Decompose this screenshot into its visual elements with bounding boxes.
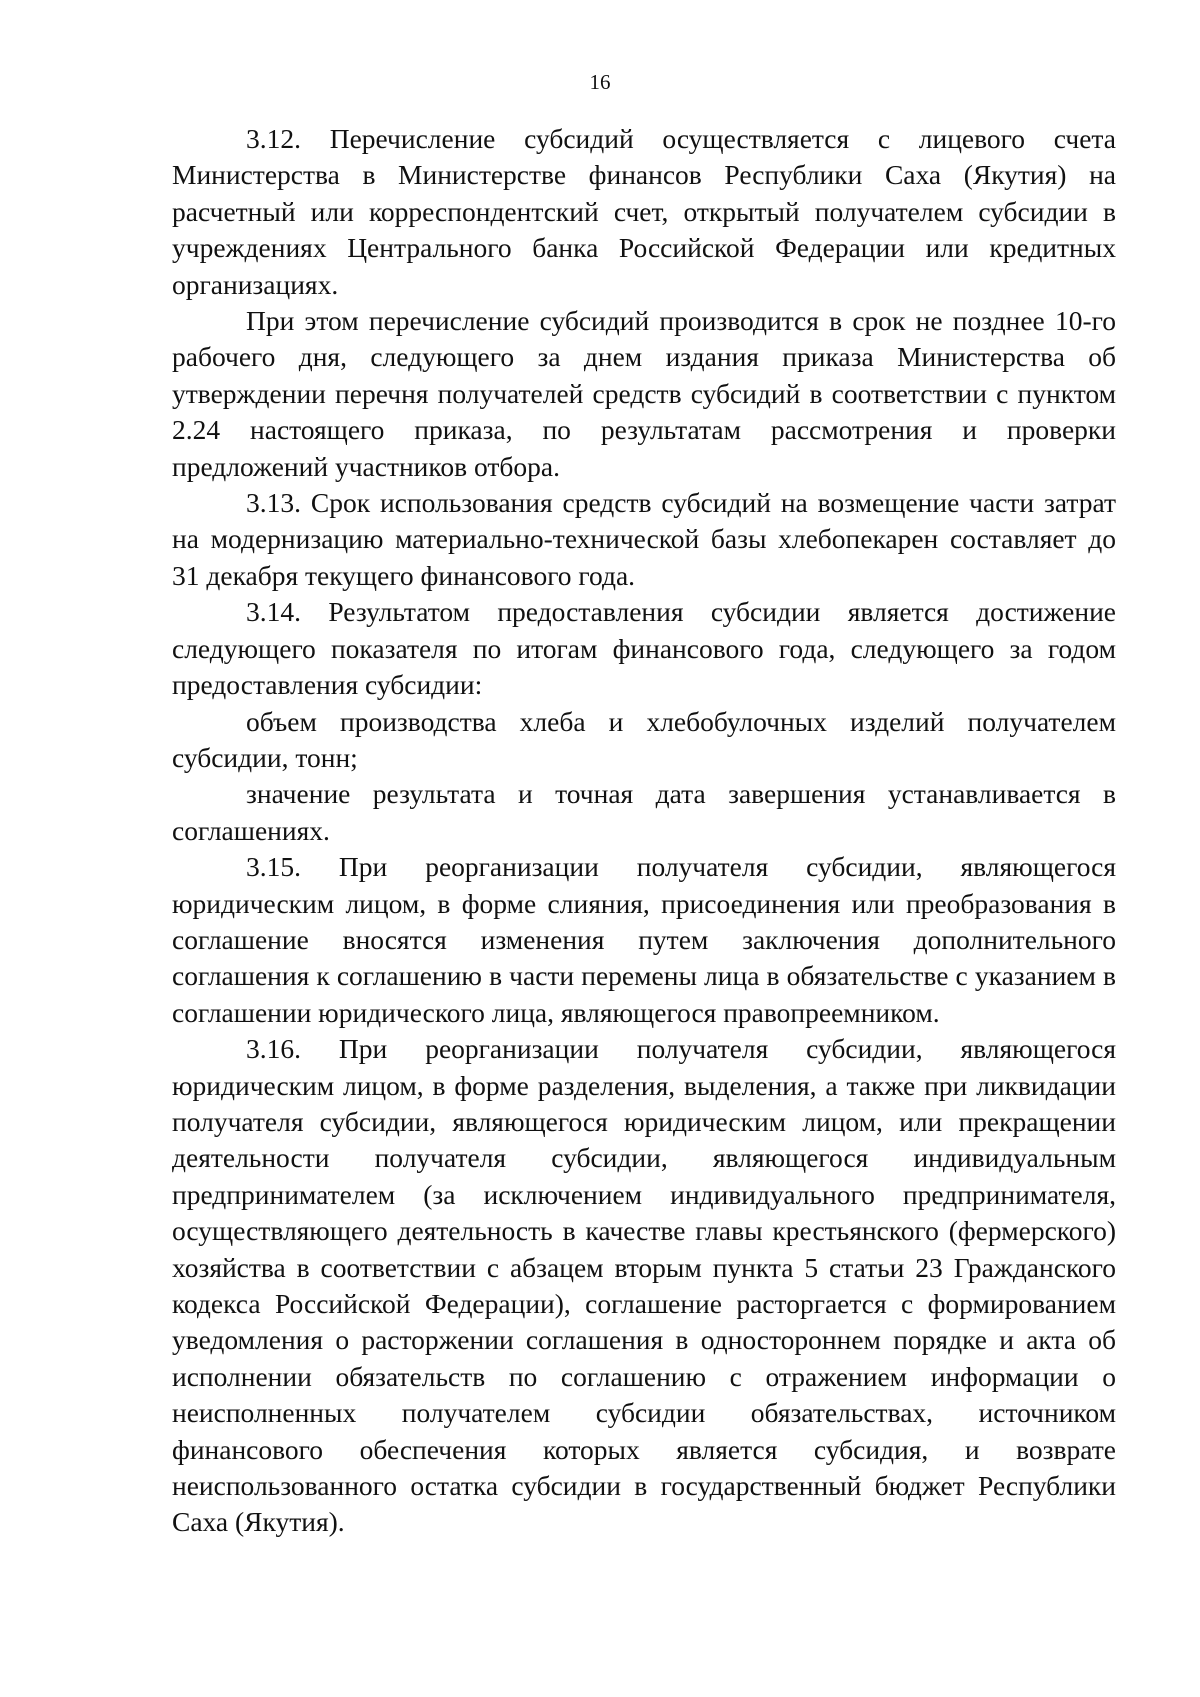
paragraph-transfer-deadline: При этом перечисление субсидий производится в срок не позднее 10-го рабочего дня, следующего за днем издания приказа Министерства об утверждении перечня получателей средств субсидий в соответствии с пунктом 2.24 настоящего приказа, по результатам рассмотрения и проверки предложений участников отбора. [172,305,1116,482]
document-body [172,121,1116,1541]
paragraph-indicator: объем производства хлеба и хлебобулочных изделий получателем субсидии, тонн; [172,705,1116,773]
paragraph-3-12: 3.12. Перечисление субсидий осуществляется с лицевого счета Министерства в Министерстве финансов Республики Саха (Якутия) на расчетный или корреспондентский счет, открытый получателем субсидии в учреждениях Центрального банка Российской Федерации или кредитных организациях. [172,123,1116,300]
paragraph-3-14: 3.14. Результатом предоставления субсидии является достижение следующего показателя по итогам финансового года, следующего за годом предоставления субсидии: [172,596,1116,701]
paragraph-3-15: 3.15. При реорганизации получателя субсидии, являющегося юридическим лицом, в форме слияния, присоединения или преобразования в соглашение вносятся изменения путем заключения дополнительного соглашения к соглашению в части перемены лица в обязательстве с указанием в соглашении юридического лица, являющегося правопреемником. [172,851,1116,1028]
paragraph-3-16: 3.16. При реорганизации получателя субсидии, являющегося юридическим лицом, в форме разделения, выделения, а также при ликвидации получателя субсидии, являющегося юридическим лицом, или прекращении деятельности получателя субсидии, являющегося индивидуальным предпринимателем (за исключением индивидуального предпринимателя, осуществляющего деятельность в качестве главы крестьянского (фермерского) хозяйства в соответствии с абзацем вторым пункта 5 статьи 23 Гражданского кодекса Российской Федерации), соглашение расторгается с формированием уведомления о расторжении соглашения в одностороннем порядке и акта об исполнении обязательств по соглашению с отражением информации о неисполненных получателем субсидии обязательствах, источником финансового обеспечения которых является субсидия, и возврате неиспользованного остатка субсидии в государственный бюджет Республики Саха (Якутия). [172,1033,1116,1538]
paragraph-result-value: значение результата и точная дата завершения устанавливается в соглашениях. [172,778,1116,846]
paragraph-3-13: 3.13. Срок использования средств субсидий на возмещение части затрат на модернизацию материально-технической базы хлебопекарен составляет до 31 декабря текущего финансового года. [172,487,1116,591]
page-number: 16 [589,70,611,94]
